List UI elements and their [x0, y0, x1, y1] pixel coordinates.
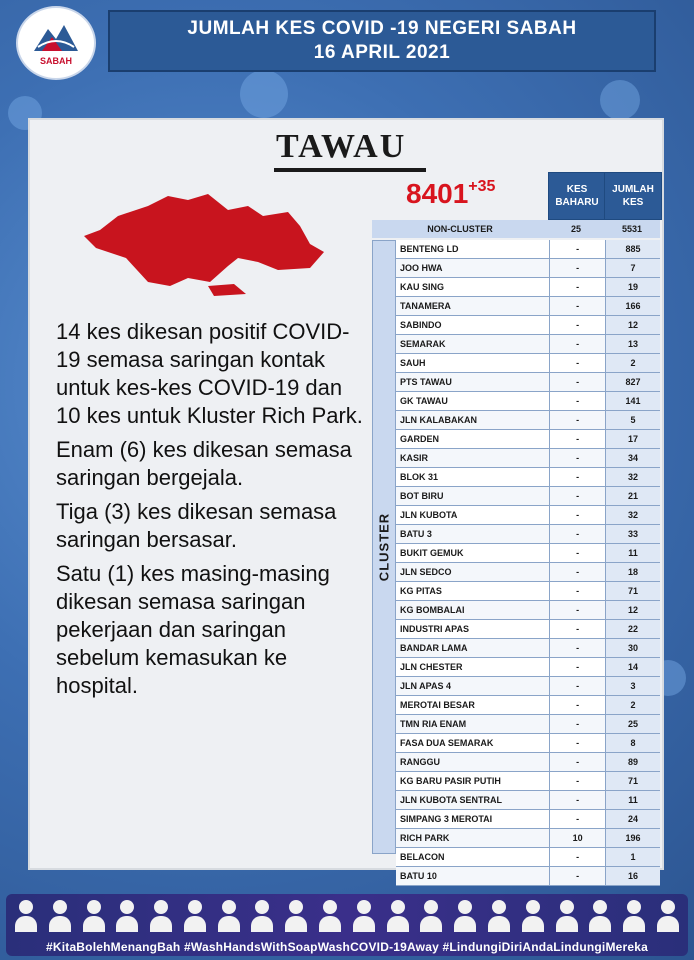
cluster-jumlah-kes: 34 — [606, 449, 660, 467]
cluster-jumlah-kes: 18 — [606, 563, 660, 581]
table-row — [396, 734, 660, 753]
cluster-kes-baharu: - — [550, 715, 606, 733]
person-icon — [48, 898, 72, 932]
cluster-kes-baharu: - — [550, 411, 606, 429]
cluster-jumlah-kes: 16 — [606, 867, 660, 885]
people-illustration — [14, 898, 680, 934]
district-title: TAWAU — [276, 128, 407, 165]
cluster-name: BANDAR LAMA — [396, 639, 550, 657]
cluster-kes-baharu: - — [550, 791, 606, 809]
total-increase: +35 — [468, 178, 496, 195]
table-row — [396, 772, 660, 791]
table-row — [396, 449, 660, 468]
cluster-name: TMN RIA ENAM — [396, 715, 550, 733]
total-value: 8401 — [406, 178, 469, 209]
table-row — [396, 791, 660, 810]
summary-paragraph: Tiga (3) kes dikesan semasa saringan bersasar. — [56, 499, 337, 552]
column-header-jumlah-kes: JUMLAH KES — [604, 172, 662, 220]
non-cluster-row — [372, 220, 660, 238]
person-icon — [250, 898, 274, 932]
table-row — [396, 373, 660, 392]
footer-banner — [6, 894, 688, 956]
cluster-jumlah-kes: 30 — [606, 639, 660, 657]
cluster-name: PTS TAWAU — [396, 373, 550, 391]
table-row — [396, 601, 660, 620]
table-row — [396, 848, 660, 867]
cluster-name: KG BOMBALAI — [396, 601, 550, 619]
table-row — [396, 411, 660, 430]
cluster-jumlah-kes: 3 — [606, 677, 660, 695]
cluster-name: SEMARAK — [396, 335, 550, 353]
header-date: 16 APRIL 2021 — [313, 42, 451, 63]
cluster-name: KG BARU PASIR PUTIH — [396, 772, 550, 790]
cluster-kes-baharu: - — [550, 259, 606, 277]
cluster-kes-baharu: - — [550, 468, 606, 486]
table-row — [396, 810, 660, 829]
cluster-jumlah-kes: 885 — [606, 240, 660, 258]
cluster-jumlah-kes: 71 — [606, 772, 660, 790]
cluster-jumlah-kes: 12 — [606, 601, 660, 619]
person-icon — [217, 898, 241, 932]
cluster-name: MEROTAI BESAR — [396, 696, 550, 714]
person-icon — [14, 898, 38, 932]
cluster-name: INDUSTRI APAS — [396, 620, 550, 638]
virus-decoration — [240, 70, 288, 118]
table-row — [396, 639, 660, 658]
cluster-name: FASA DUA SEMARAK — [396, 734, 550, 752]
summary-text — [56, 318, 366, 706]
cluster-name: JLN SEDCO — [396, 563, 550, 581]
person-icon — [115, 898, 139, 932]
table-row — [396, 392, 660, 411]
person-icon — [487, 898, 511, 932]
table-row — [396, 316, 660, 335]
cluster-name: SABINDO — [396, 316, 550, 334]
district-underline — [274, 168, 426, 172]
table-row — [396, 259, 660, 278]
person-icon — [656, 898, 680, 932]
cluster-name: JLN KUBOTA SENTRAL — [396, 791, 550, 809]
cluster-name: RICH PARK — [396, 829, 550, 847]
table-row — [396, 430, 660, 449]
cluster-kes-baharu: - — [550, 848, 606, 866]
cluster-kes-baharu: - — [550, 373, 606, 391]
cluster-kes-baharu: - — [550, 696, 606, 714]
cluster-kes-baharu: - — [550, 582, 606, 600]
cluster-name: BATU 10 — [396, 867, 550, 885]
cluster-jumlah-kes: 19 — [606, 278, 660, 296]
person-icon — [149, 898, 173, 932]
cluster-name: KAU SING — [396, 278, 550, 296]
cluster-name: BELACON — [396, 848, 550, 866]
cluster-name: SIMPANG 3 MEROTAI — [396, 810, 550, 828]
cluster-kes-baharu: - — [550, 601, 606, 619]
cluster-jumlah-kes: 24 — [606, 810, 660, 828]
cluster-jumlah-kes: 22 — [606, 620, 660, 638]
header-title: JUMLAH KES COVID -19 NEGERI SABAH — [187, 18, 577, 39]
cluster-jumlah-kes: 13 — [606, 335, 660, 353]
cluster-jumlah-kes: 89 — [606, 753, 660, 771]
cluster-table — [396, 240, 660, 886]
cluster-name: JLN KALABAKAN — [396, 411, 550, 429]
cluster-name: BATU 3 — [396, 525, 550, 543]
cluster-name: JOO HWA — [396, 259, 550, 277]
cluster-jumlah-kes: 2 — [606, 354, 660, 372]
cluster-jumlah-kes: 32 — [606, 468, 660, 486]
table-row — [396, 240, 660, 259]
non-cluster-label: NON-CLUSTER — [427, 224, 493, 234]
cluster-kes-baharu: - — [550, 278, 606, 296]
cluster-jumlah-kes: 1 — [606, 848, 660, 866]
cluster-name: JLN APAS 4 — [396, 677, 550, 695]
cluster-name: SAUH — [396, 354, 550, 372]
cluster-name: BUKIT GEMUK — [396, 544, 550, 562]
cluster-kes-baharu: - — [550, 544, 606, 562]
district-map — [78, 186, 328, 298]
table-row — [396, 620, 660, 639]
cluster-kes-baharu: - — [550, 240, 606, 258]
person-icon — [386, 898, 410, 932]
cluster-kes-baharu: - — [550, 810, 606, 828]
cluster-name: TANAMERA — [396, 297, 550, 315]
cluster-name: GARDEN — [396, 430, 550, 448]
cluster-jumlah-kes: 11 — [606, 791, 660, 809]
cluster-kes-baharu: - — [550, 430, 606, 448]
table-row — [396, 297, 660, 316]
table-row — [396, 715, 660, 734]
cluster-kes-baharu: - — [550, 354, 606, 372]
person-icon — [588, 898, 612, 932]
person-icon — [318, 898, 342, 932]
person-icon — [521, 898, 545, 932]
person-icon — [622, 898, 646, 932]
cluster-jumlah-kes: 21 — [606, 487, 660, 505]
table-row — [396, 563, 660, 582]
cluster-kes-baharu: - — [550, 449, 606, 467]
table-row — [396, 677, 660, 696]
cluster-jumlah-kes: 827 — [606, 373, 660, 391]
person-icon — [352, 898, 376, 932]
cluster-jumlah-kes: 71 — [606, 582, 660, 600]
cluster-kes-baharu: - — [550, 867, 606, 885]
table-row — [396, 487, 660, 506]
cluster-jumlah-kes: 12 — [606, 316, 660, 334]
cluster-kes-baharu: - — [550, 620, 606, 638]
table-row — [396, 544, 660, 563]
footer-hashtags: #KitaBolehMenangBah #WashHandsWithSoapWashCOVID-19Away #LindungiDiriAndaLindungiMereka — [45, 940, 649, 954]
table-row — [396, 335, 660, 354]
cluster-jumlah-kes: 141 — [606, 392, 660, 410]
column-header-kes-baharu: KES BAHARU — [548, 172, 606, 220]
cluster-jumlah-kes: 17 — [606, 430, 660, 448]
summary-paragraph: Enam (6) kes dikesan semasa saringan bergejala. — [56, 437, 352, 490]
table-row — [396, 867, 660, 886]
cluster-kes-baharu: 10 — [550, 829, 606, 847]
person-icon — [453, 898, 477, 932]
cluster-kes-baharu: - — [550, 734, 606, 752]
cluster-jumlah-kes: 33 — [606, 525, 660, 543]
cluster-kes-baharu: - — [550, 297, 606, 315]
cluster-jumlah-kes: 5 — [606, 411, 660, 429]
table-row — [396, 658, 660, 677]
cluster-name: KG PITAS — [396, 582, 550, 600]
total-cases — [406, 178, 495, 210]
table-row — [396, 696, 660, 715]
cluster-name: RANGGU — [396, 753, 550, 771]
cluster-kes-baharu: - — [550, 677, 606, 695]
cluster-kes-baharu: - — [550, 525, 606, 543]
cluster-kes-baharu: - — [550, 772, 606, 790]
cluster-name: BOT BIRU — [396, 487, 550, 505]
summary-paragraph: 14 kes dikesan positif COVID-19 semasa saringan kontak untuk kes-kes COVID-19 dan 10 kes untuk Kluster Rich Park. — [56, 319, 363, 428]
person-icon — [82, 898, 106, 932]
header-banner — [108, 10, 656, 72]
cluster-kes-baharu: - — [550, 563, 606, 581]
cluster-jumlah-kes: 196 — [606, 829, 660, 847]
non-cluster-jumlah: 5531 — [621, 224, 643, 234]
cluster-jumlah-kes: 25 — [606, 715, 660, 733]
cluster-kes-baharu: - — [550, 487, 606, 505]
cluster-kes-baharu: - — [550, 316, 606, 334]
table-row — [396, 468, 660, 487]
cluster-name: JLN CHESTER — [396, 658, 550, 676]
person-icon — [555, 898, 579, 932]
cluster-name: KASIR — [396, 449, 550, 467]
cluster-name: GK TAWAU — [396, 392, 550, 410]
cluster-jumlah-kes: 166 — [606, 297, 660, 315]
logo-text: SABAH — [39, 55, 72, 66]
cluster-name: BLOK 31 — [396, 468, 550, 486]
table-row — [396, 525, 660, 544]
cluster-jumlah-kes: 2 — [606, 696, 660, 714]
summary-paragraph: Satu (1) kes masing-masing dikesan semasa saringan pekerjaan dan saringan sebelum kemasukan ke hospital. — [56, 561, 330, 698]
cluster-kes-baharu: - — [550, 753, 606, 771]
cluster-kes-baharu: - — [550, 658, 606, 676]
table-row — [396, 354, 660, 373]
cluster-jumlah-kes: 32 — [606, 506, 660, 524]
mountain-icon — [32, 21, 80, 55]
sabah-logo — [16, 6, 96, 80]
cluster-kes-baharu: - — [550, 639, 606, 657]
table-row — [396, 582, 660, 601]
cluster-label-text: CLUSTER — [376, 512, 392, 582]
table-row — [396, 753, 660, 772]
cluster-jumlah-kes: 7 — [606, 259, 660, 277]
virus-decoration — [600, 80, 640, 120]
cluster-jumlah-kes: 11 — [606, 544, 660, 562]
cluster-kes-baharu: - — [550, 335, 606, 353]
non-cluster-baharu: 25 — [570, 224, 581, 234]
cluster-kes-baharu: - — [550, 392, 606, 410]
person-icon — [284, 898, 308, 932]
cluster-name: JLN KUBOTA — [396, 506, 550, 524]
table-row — [396, 506, 660, 525]
cluster-kes-baharu: - — [550, 506, 606, 524]
table-row — [396, 278, 660, 297]
cluster-jumlah-kes: 14 — [606, 658, 660, 676]
table-row — [396, 829, 660, 848]
person-icon — [183, 898, 207, 932]
cluster-name: BENTENG LD — [396, 240, 550, 258]
cluster-side-label — [372, 240, 396, 854]
person-icon — [419, 898, 443, 932]
cluster-jumlah-kes: 8 — [606, 734, 660, 752]
